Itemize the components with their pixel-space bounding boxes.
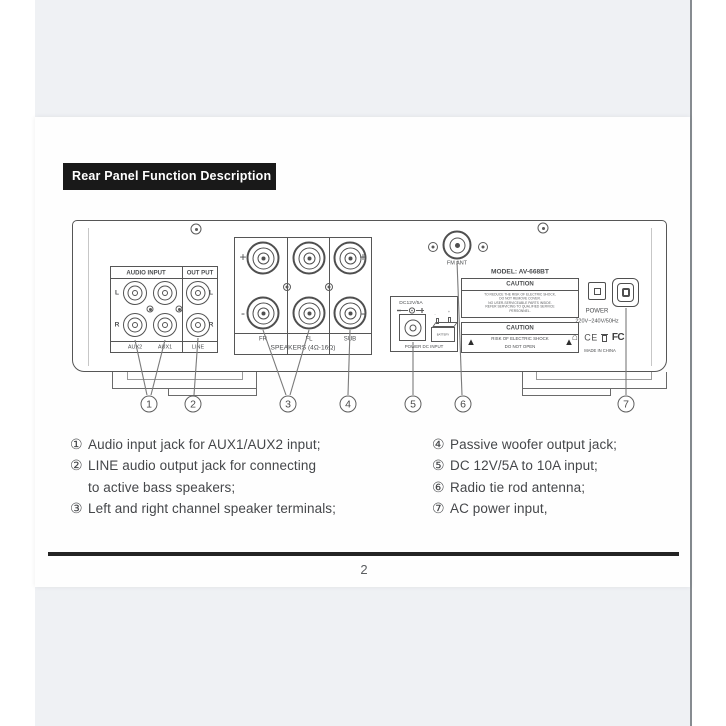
jack-label-line: LINE [191,343,205,350]
page-number: 2 [360,562,368,577]
audio-input-header: AUDIO INPUT [126,268,166,276]
speaker-label-sub: SUB [343,335,357,343]
model-label: MODEL: AV-668BT [491,268,549,276]
description-item-1: ① Audio input jack for AUX1/AUX2 input; [70,436,321,452]
callout-7: 7 [618,396,635,413]
jack-label-aux1: AUX1 [157,343,173,350]
description-item-6: ⑥ Radio tie rod antenna; [432,479,586,495]
description-item-2-cont: to active bass speakers; [88,480,236,495]
item-number: ③ [70,500,83,516]
power-label: POWER [585,307,609,315]
callout-4: 4 [340,396,357,413]
description-item-3: ③ Left and right channel speaker terminals; [70,500,336,516]
caution-2-line1: RISK OF ELECTRIC SHOCK [491,336,549,342]
description-item-5: ⑤ DC 12V/5A to 10A input; [432,457,598,473]
callout-3: 3 [280,396,297,413]
warning-triangle-icon: ▲ [564,336,574,348]
description-item-4: ④ Passive woofer output jack; [432,436,618,452]
house-icon: ⌂ [571,332,579,343]
item-number: ① [70,436,83,452]
output-header: OUT PUT [186,268,214,276]
fm-ant-label: FM ANT [446,259,468,266]
callout-5: 5 [405,396,422,413]
polarity-minus: - [241,306,245,320]
speakers-caption: SPEAKERS (4Ω-16Ω) [270,344,336,352]
channel-label-r: R [208,321,214,329]
power-rating: 220V~240V/50Hz [575,317,619,324]
ce-mark: CE [584,332,598,343]
dc-caption: POWER DC INPUT [404,344,444,350]
callout-2: 2 [185,396,202,413]
channel-label-l: L [114,289,120,297]
battery-plus: + [448,310,450,314]
callout-1: 1 [141,396,158,413]
battery-minus: - [434,312,436,316]
caution-2-title: CAUTION [506,323,534,331]
item-number: ⑦ [432,500,445,516]
description-item-2: ② LINE audio output jack for connecting [70,457,317,473]
battery-label: BATTERY [436,333,450,337]
dc-rating-label: DC12V/5A [399,300,423,306]
fcc-mark: FC [611,332,625,343]
callout-6: 6 [455,396,472,413]
item-number: ⑥ [432,479,445,495]
polarity-plus: + [239,250,247,264]
description-item-7: ⑦ AC power input, [432,500,548,516]
polarity-minus: - [361,306,365,320]
item-number: ④ [432,436,445,452]
caution-1-title: CAUTION [506,280,534,288]
warning-triangle-icon: ▲ [466,336,476,348]
made-in-china-label: MADE IN CHINA [584,348,616,353]
caution-1-body: TO REDUCE THE RISK OF ELECTRIC SHOCK, DO NOT REMOVE COVER. NO USER-SERVICEABLE PARTS INSIDE. REFER SERVICING TO QUALIFIED SERVICE PERSONNEL. [484,292,556,313]
caution-2-line2: DO NOT OPEN [504,343,536,349]
jack-label-aux2: AUX2 [127,343,143,350]
speaker-label-fl: FL [305,335,313,343]
speaker-label-fr: FR [258,335,268,343]
section-title: Rear Panel Function Description [63,163,276,190]
item-number: ② [70,457,83,473]
polarity-plus: + [359,250,367,264]
channel-label-l: L [208,289,214,297]
item-number: ⑤ [432,457,445,473]
channel-label-r: R [114,321,120,329]
